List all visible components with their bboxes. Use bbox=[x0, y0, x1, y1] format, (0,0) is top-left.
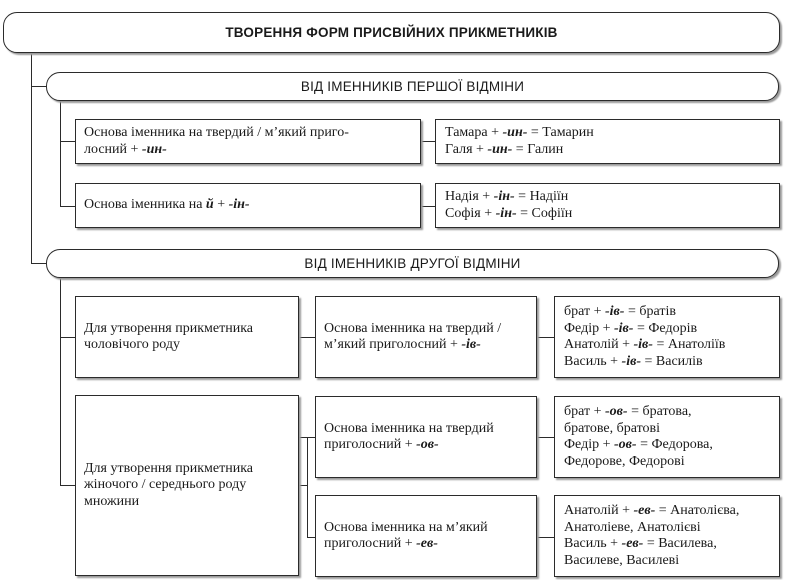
rule-line-1: Основа іменника на твердий bbox=[324, 420, 494, 436]
masc-example-box bbox=[554, 296, 780, 378]
section1-heading bbox=[46, 72, 779, 101]
section1-heading-text: ВІД ІМЕННИКІВ ПЕРШОЇ ВІДМІНИ bbox=[300, 79, 525, 94]
example-line: Анатоліеве, Анатолієві bbox=[564, 519, 701, 535]
section2-fem-branch-line bbox=[60, 485, 75, 486]
example-line: Анатолій + -ев- = Анатолієва, bbox=[564, 503, 740, 518]
rule-line-1: Основа іменника на твердий / bbox=[324, 320, 502, 336]
suffix-in: -ин- bbox=[141, 141, 167, 157]
suffix-iv: -ів- bbox=[461, 337, 481, 352]
purpose-line-1: Для утворення прикметника bbox=[84, 320, 254, 336]
example-line: Анатолій + -ів- = Анатоліїв bbox=[564, 337, 726, 352]
rule-line-1: Основа іменника на твердий / м’який приго- bbox=[84, 125, 349, 140]
fem-fork-soft-line bbox=[307, 537, 315, 538]
example-line: Василь + -ев- = Василева, bbox=[564, 536, 717, 551]
main-trunk-line bbox=[31, 53, 32, 263]
fem-soft-rule-example-line bbox=[537, 537, 554, 538]
rule-line-2: лосний + -ин- bbox=[84, 141, 167, 157]
branch-section2-line bbox=[31, 263, 46, 264]
letter-j: й bbox=[205, 197, 214, 213]
fem-hard-rule-example-line bbox=[537, 437, 554, 438]
example-line: брат + -ів- = братів bbox=[564, 304, 676, 319]
fem-purpose-fork-line bbox=[299, 485, 307, 486]
example-line: Василеве, Василеві bbox=[564, 552, 680, 568]
fem-purpose-box bbox=[75, 395, 299, 576]
example-line: Галя + -ин- = Галин bbox=[445, 141, 564, 157]
section1-row2-branch-line bbox=[60, 206, 75, 207]
purpose-line-1: Для утворення прикметника bbox=[84, 460, 254, 476]
section1-row1-branch-line bbox=[60, 141, 75, 142]
rule-line-2: приголосний + -ов- bbox=[324, 437, 439, 452]
purpose-line-3: множини bbox=[84, 493, 140, 509]
section2-heading-text: ВІД ІМЕННИКІВ ДРУГОЇ ВІДМІНИ bbox=[304, 256, 521, 271]
example-line: брат + -ов- = братова, bbox=[564, 404, 692, 419]
masc-purpose-rule-line bbox=[299, 337, 315, 338]
section2-masc-branch-line bbox=[60, 337, 75, 338]
masc-purpose-box bbox=[75, 296, 299, 378]
masc-rule-example-line bbox=[537, 337, 554, 338]
section2-trunk-line bbox=[60, 277, 61, 485]
masc-rule-box bbox=[315, 296, 537, 378]
section2-heading bbox=[46, 249, 779, 278]
rule-line-2: приголосний + -ев- bbox=[324, 536, 438, 551]
fem-soft-rule-box bbox=[315, 495, 537, 577]
branch-section1-line bbox=[31, 86, 46, 87]
main-title bbox=[3, 12, 780, 53]
example-line: Тамара + -ин- = Тамарин bbox=[445, 125, 594, 140]
main-title-text: ТВОРЕННЯ ФОРМ ПРИСВІЙНИХ ПРИКМЕТНИКІВ bbox=[225, 25, 558, 40]
example-line: Федір + -ов- = Федорова, bbox=[564, 437, 713, 452]
example-line: Василь + -ів- = Василів bbox=[564, 353, 703, 369]
example-line: Федір + -ів- = Федорів bbox=[564, 320, 698, 336]
fem-hard-example-box bbox=[554, 396, 780, 478]
section1-row2-rule-box bbox=[75, 183, 421, 228]
example-line: Надія + -ін- = Надіїн bbox=[445, 189, 569, 204]
row1-rule-example-line bbox=[421, 141, 435, 142]
section1-row1-rule-box bbox=[75, 119, 421, 164]
fem-fork-hard-line bbox=[299, 437, 315, 438]
example-line: Федорове, Федорові bbox=[564, 453, 685, 469]
suffix-ov: -ов- bbox=[416, 437, 439, 452]
section1-row1-example-box bbox=[435, 119, 780, 164]
rule-line-1: Основа іменника на й + -ін- bbox=[84, 197, 250, 213]
example-line: Софія + -ін- = Софіїн bbox=[445, 205, 573, 221]
fem-hard-rule-box bbox=[315, 396, 537, 478]
rule-line-2: м’який приголосний + -ів- bbox=[324, 337, 481, 352]
example-line: братове, братові bbox=[564, 420, 661, 436]
row2-rule-example-line bbox=[421, 206, 435, 207]
rule-line-1: Основа іменника на м’який bbox=[324, 519, 488, 535]
fem-soft-example-box bbox=[554, 495, 780, 577]
purpose-line-2: жіночого / середнього роду bbox=[84, 477, 247, 493]
purpose-line-2: чоловічого роду bbox=[84, 337, 180, 352]
section1-row2-example-box bbox=[435, 183, 780, 228]
fem-fork-vertical-line bbox=[307, 437, 308, 537]
suffix-in: -ін- bbox=[228, 197, 250, 213]
suffix-ev: -ев- bbox=[416, 536, 438, 551]
section1-trunk-line bbox=[60, 100, 61, 206]
